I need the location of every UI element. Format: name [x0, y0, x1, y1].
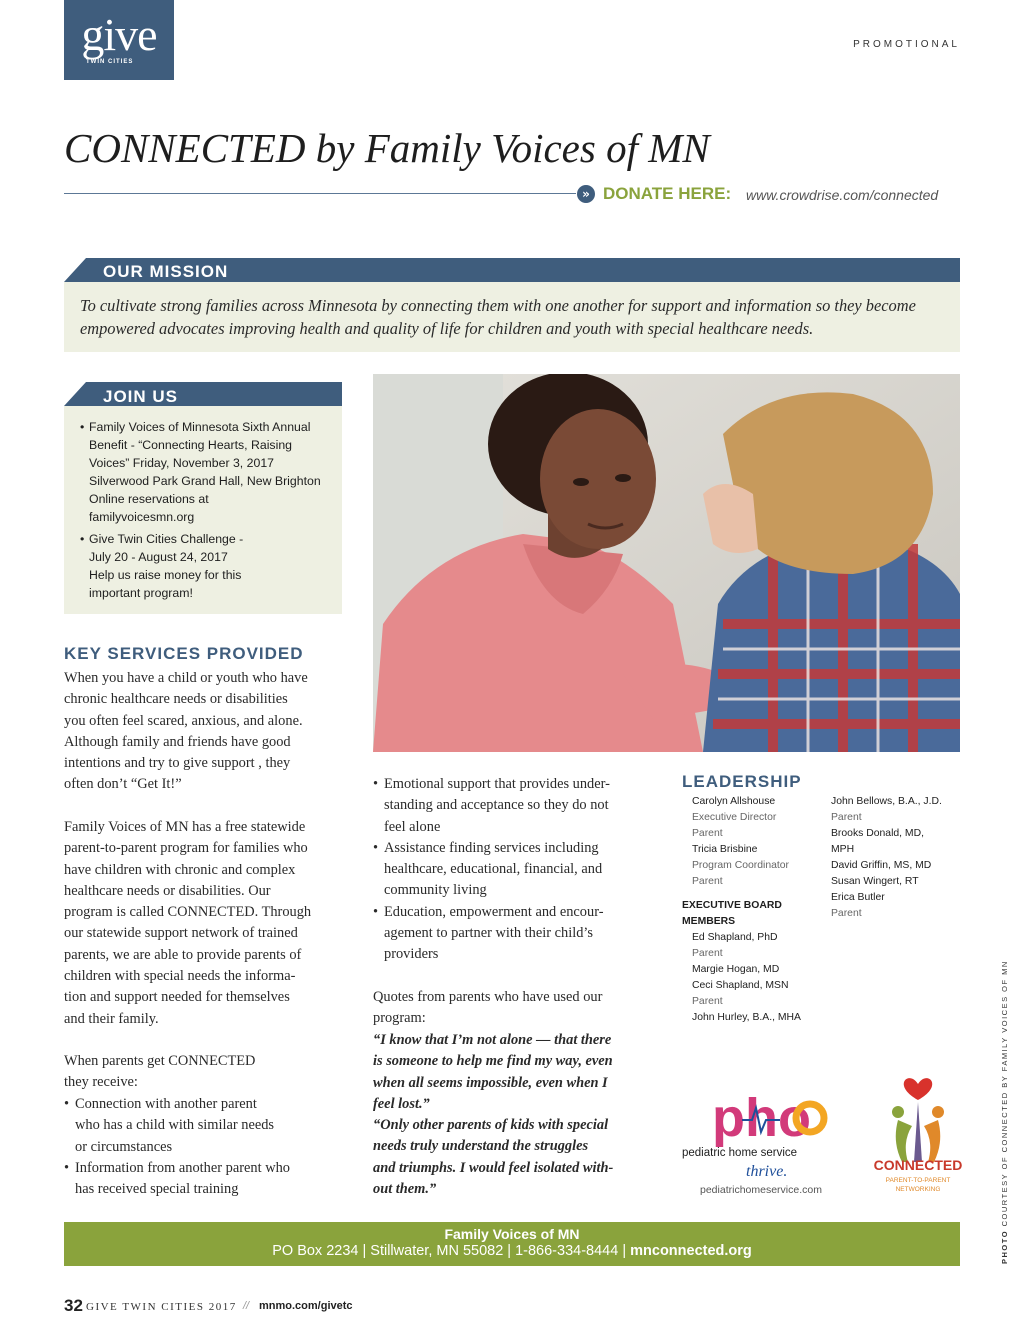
footer-org: Family Voices of MN — [444, 1226, 580, 1242]
pediatric-home-service-logo — [682, 1076, 862, 1186]
leader-role: Parent — [692, 996, 723, 1007]
key-services-list — [64, 1094, 364, 1200]
quotes-intro: Quotes from parents who have used our program: — [373, 989, 603, 1027]
join-item-text: Give Twin Cities Challenge - July 20 - August 24, 2017 Help us raise money for this important program! — [89, 532, 244, 600]
folio-separator: // — [243, 1300, 250, 1312]
list-item-text: Connection with another parent who has a child with similar needs or circumstances — [75, 1096, 275, 1155]
services-list — [373, 774, 663, 966]
key-services-paragraph: Family Voices of MN has a free statewide parent-to-parent program for families who have children with chronic and complex healthcare needs or disabilities. Our program is called CONNECTED. Through our statewide support network of trained parents, we are able to provide parents of children with special needs the informa- tion and support needed for themselves and their family. — [64, 819, 312, 1027]
connected-logo-graphic — [872, 1072, 964, 1200]
footer-contact — [64, 1243, 960, 1259]
double-chevron-right-icon: » — [577, 185, 595, 203]
leader-name: Brooks Donald, MD, — [831, 828, 924, 839]
list-item: • Emotional support that provides under- standing and acceptance so they do not feel alone — [373, 776, 610, 835]
leader-name: Ed Shapland, PhD — [692, 932, 778, 943]
pho-url[interactable]: pediatrichomeservice.com — [700, 1184, 822, 1196]
leader-name: Erica Butler — [831, 892, 885, 903]
page-number: 32 — [64, 1296, 83, 1315]
leader-name: Susan Wingert, RT — [831, 876, 919, 887]
donate-label: DONATE HERE: — [603, 184, 732, 203]
page-title: CONNECTED by Family Voices of MN — [64, 125, 710, 171]
give-twin-cities-logo — [64, 0, 174, 80]
heart-icon — [904, 1078, 933, 1100]
pho-logo-graphic — [682, 1076, 862, 1186]
leader-name: John Hurley, B.A., MHA — [692, 1012, 801, 1023]
photo-credit-text: COURTESY OF CONNECTED BY FAMILY VOICES OF MN — [1000, 960, 1009, 1227]
pho-thrive: thrive. — [746, 1163, 788, 1180]
pho-name: pediatric home service — [682, 1147, 798, 1159]
key-services-paragraph: When parents get CONNECTED they receive: — [64, 1053, 256, 1091]
leader-name: David Griffin, MS, MD — [831, 860, 932, 871]
list-item: • Assistance finding services including healthcare, educational, financial, and community living — [373, 839, 603, 899]
logo-word: give — [81, 9, 157, 60]
mission-text: To cultivate strong families across Minnesota by connecting them with one another for support and information so they become empowered advocates improving health and quality of life for children and youth with special healthcare needs. — [80, 296, 916, 338]
parent-quotes: “I know that I’m not alone — that there is someone to help me find my way, even when all seems impossible, even when I feel lost.” “Only other parents of kids with special needs truly understand the struggles and triumphs. I would feel isolated with- out them.” — [373, 1032, 614, 1198]
mission-heading: OUR MISSION — [103, 262, 229, 281]
parent-support-photo — [373, 374, 960, 752]
connected-tag: PARENT-TO-PARENT — [885, 1177, 951, 1184]
footer-website-link[interactable]: mnconnected.org — [630, 1243, 752, 1259]
donate-link[interactable]: www.crowdrise.com/connected — [746, 187, 939, 203]
footer-address: PO Box 2234 | Stillwater, MN 55082 | 1-866-334-8444 | — [272, 1243, 627, 1259]
photo-credit — [1000, 960, 1009, 1264]
key-services-heading: KEY SERVICES PROVIDED — [64, 644, 304, 663]
join-heading: JOIN US — [103, 387, 179, 406]
leader-name: MPH — [831, 844, 855, 855]
leader-name: Margie Hogan, MD — [692, 964, 780, 975]
publication-url[interactable]: mnmo.com/givetc — [259, 1300, 353, 1312]
promotional-label: PROMOTIONAL — [853, 39, 960, 50]
leader-role: Parent — [831, 812, 862, 823]
title-divider — [64, 193, 576, 194]
leader-name: John Bellows, B.A., J.D. — [831, 796, 942, 807]
join-item: • Give Twin Cities Challenge - July 20 - August 24, 2017 Help us raise money for this important program! — [80, 530, 338, 602]
leader-name: Carolyn Allshouse — [692, 796, 776, 807]
board-heading: MEMBERS — [682, 916, 736, 927]
leader-name: Tricia Brisbine — [692, 844, 758, 855]
list-item: • Education, empowerment and encour- agement to partner with their child’s providers — [373, 903, 604, 963]
list-item-text: Emotional support that provides under- standing and acceptance so they do not feel alone — [384, 776, 610, 835]
list-item-text: Assistance finding services including healthcare, educational, financial, and community living — [384, 839, 603, 899]
connected-logo — [872, 1072, 964, 1200]
list-item: • Connection with another parent who has a child with similar needs or circumstances — [64, 1096, 275, 1155]
join-item-text: Family Voices of Minnesota Sixth Annual Benefit - “Connecting Hearts, Raising Voices” Friday, November 3, 2017 Silverwood Park Grand Hall, New Brighton Online reservations at familyvoicesmn.org — [89, 420, 321, 524]
leader-name: Ceci Shapland, MSN — [692, 980, 789, 991]
list-item-text: Information from another parent who has received special training — [75, 1159, 290, 1198]
leader-role: Parent — [692, 876, 723, 887]
connected-tag: NETWORKING — [895, 1186, 941, 1193]
leader-role: Parent — [692, 948, 723, 959]
key-services-paragraph: When you have a child or youth who have chronic healthcare needs or disabilities you often feel scared, anxious, and alone. Although family and friends have good intentions and try to give support , they often don’t “Get It!” — [64, 670, 308, 793]
leader-role: Executive Director — [692, 812, 777, 823]
publication-name: GIVE TWIN CITIES 2017 — [86, 1301, 237, 1313]
photo-illustration — [373, 374, 960, 752]
connected-name: CONNECTED — [873, 1157, 963, 1173]
pho-mark: pho — [712, 1088, 811, 1148]
leader-role: Program Coordinator — [692, 860, 790, 871]
photo-credit-label: PHOTO — [1000, 1229, 1009, 1264]
logo-sub: TWIN CITIES — [86, 59, 134, 65]
leader-role: Parent — [692, 828, 723, 839]
list-item: • Information from another parent who has received special training — [64, 1159, 290, 1198]
leadership-heading: LEADERSHIP — [682, 772, 802, 791]
list-item-text: Education, empowerment and encour- agement to partner with their child’s providers — [384, 903, 604, 963]
board-heading: EXECUTIVE BOARD — [682, 900, 782, 911]
leader-role: Parent — [831, 908, 862, 919]
join-item: • Family Voices of Minnesota Sixth Annual Benefit - “Connecting Hearts, Raising Voices” Friday, November 3, 2017 Silverwood Park Grand Hall, New Brighton Online reservations at familyvoicesmn.org — [80, 418, 338, 526]
